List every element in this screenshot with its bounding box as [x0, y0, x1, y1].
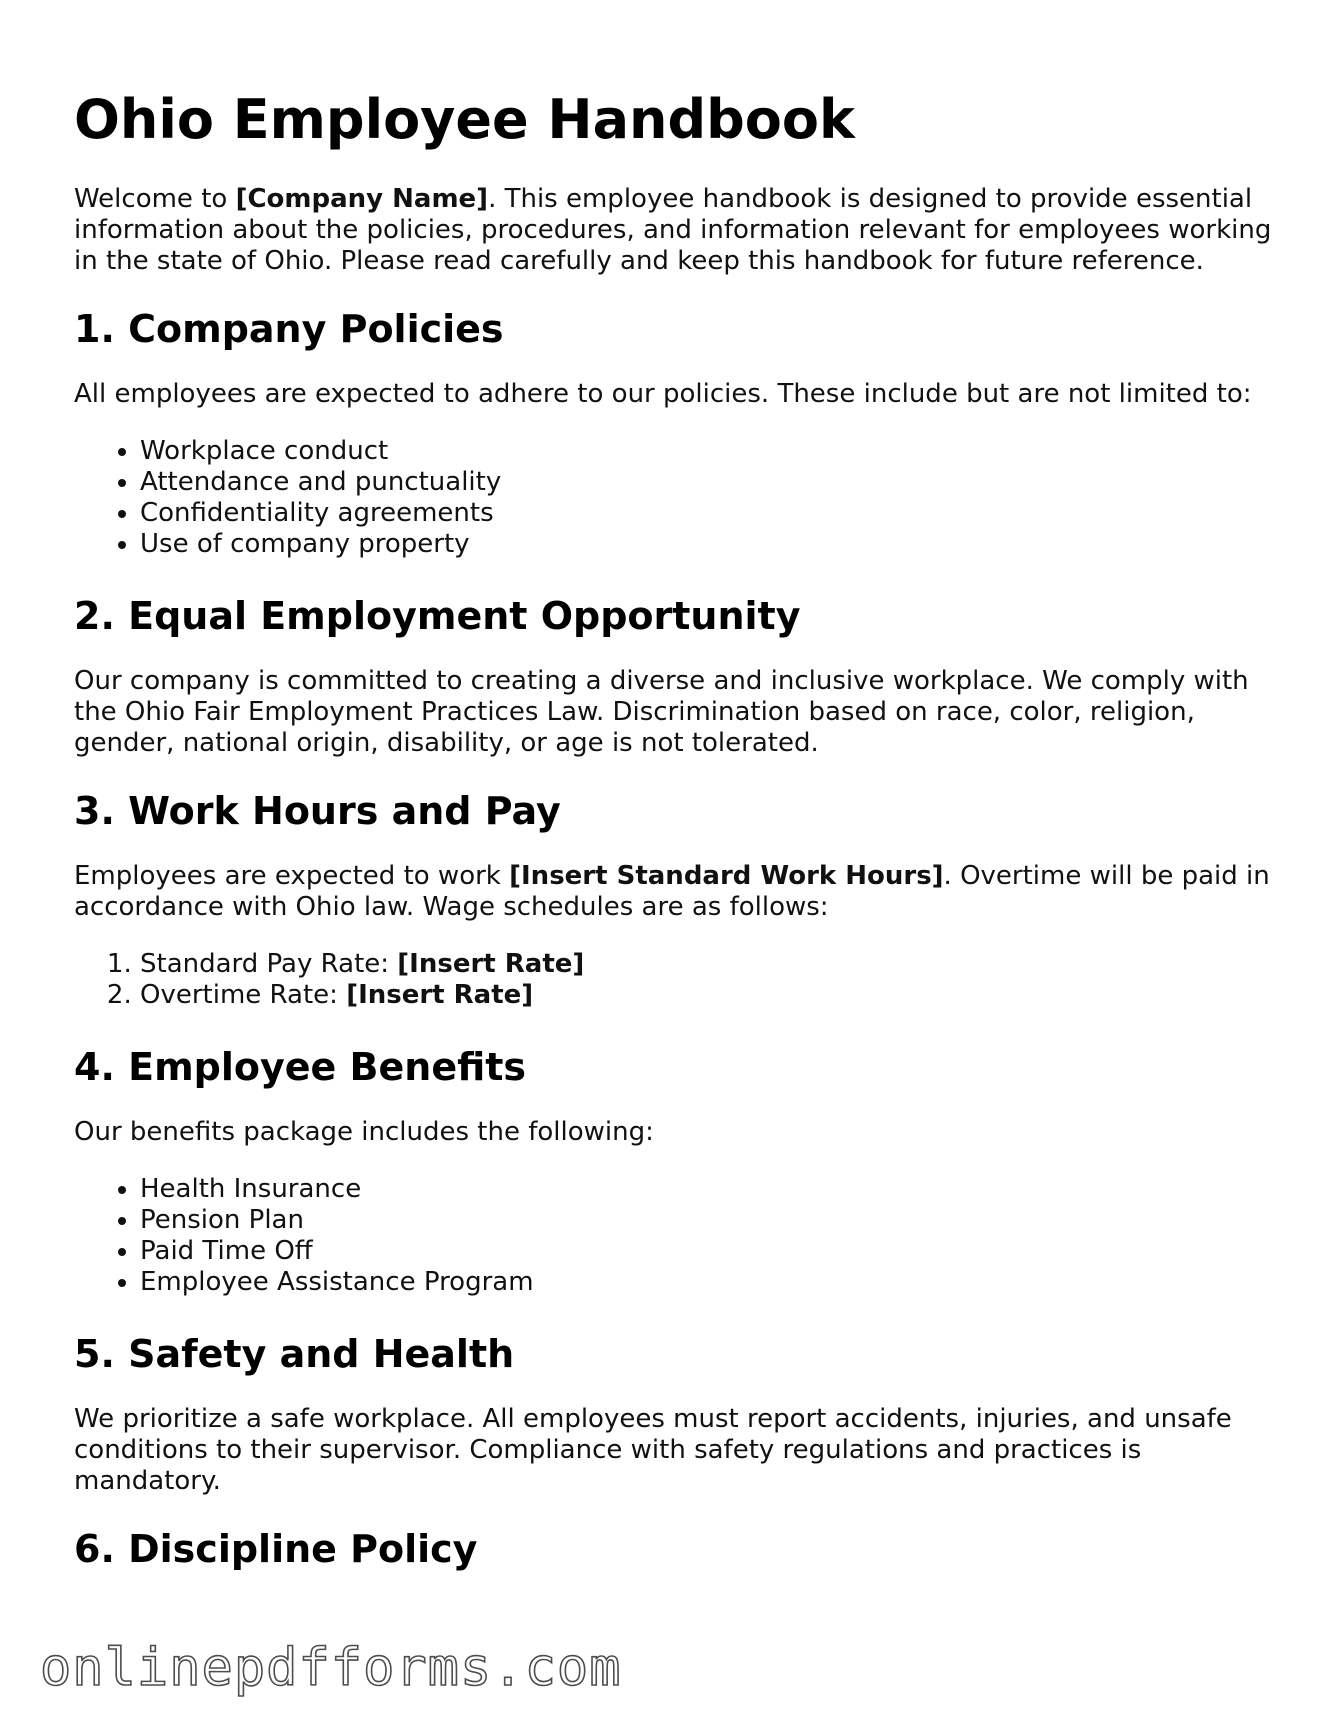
- intro-pre: Welcome to: [74, 184, 236, 214]
- section-discipline-policy: [74, 1527, 1274, 1571]
- wage-list: [74, 949, 1274, 1011]
- section-safety-health: [74, 1332, 1274, 1497]
- section-heading: 1. Company Policies: [74, 307, 504, 351]
- section-heading: 4. Employee Benefits: [74, 1045, 527, 1089]
- section-company-policies: [74, 307, 1274, 560]
- section-heading: 2. Equal Employment Opportunity: [74, 594, 801, 638]
- list-item: • Health Insurance: [140, 1174, 1274, 1205]
- list-item: • Employee Assistance Program: [140, 1267, 1274, 1298]
- list-item: [140, 980, 1274, 1011]
- document-page: [74, 90, 1274, 1599]
- section-heading: 5. Safety and Health: [74, 1332, 515, 1376]
- wage-label: Standard Pay Rate:: [140, 949, 398, 979]
- work-hours-placeholder: [Insert Standard Work Hours]: [509, 861, 944, 891]
- watermark: onlinepdfforms.com: [40, 1638, 622, 1698]
- section-text: [74, 861, 1274, 923]
- benefits-list: [74, 1174, 1274, 1298]
- intro-post: . This employee handbook is designed to provide essential information about the policies, procedures, and information relevant for employees working in the state of Ohio. Please read carefully and keep this handbook for future reference.: [74, 184, 1272, 276]
- work-hours-post: . Overtime will be paid in accordance with Ohio law. Wage schedules are as follows:: [74, 861, 1270, 922]
- section-text: We prioritize a safe workplace. All employees must report accidents, injuries, and unsafe conditions to their supervisor. Compliance with safety regulations and practices is mandatory.: [74, 1404, 1232, 1496]
- work-hours-pre: Employees are expected to work: [74, 861, 510, 891]
- section-heading: 6. Discipline Policy: [74, 1527, 478, 1571]
- intro-paragraph: [74, 184, 1274, 277]
- list-item: • Confidentiality agreements: [140, 498, 1274, 529]
- section-text: Our company is committed to creating a diverse and inclusive workplace. We comply with the Ohio Fair Employment Practices Law. Discrimination based on race, color, religion, gender, national origin, disability, or age is not tolerated.: [74, 666, 1249, 758]
- section-text: All employees are expected to adhere to our policies. These include but are not limited to:: [74, 379, 1252, 409]
- section-text: Our benefits package includes the following:: [74, 1117, 654, 1147]
- section-work-hours-pay: [74, 789, 1274, 1011]
- policy-list: [74, 436, 1274, 560]
- list-item: [140, 949, 1274, 980]
- wage-label: Overtime Rate:: [140, 980, 347, 1010]
- intro-company-name: [Company Name]: [235, 184, 489, 214]
- wage-value: [Insert Rate]: [397, 949, 585, 979]
- page-title: Ohio Employee Handbook: [74, 88, 855, 151]
- section-heading: 3. Work Hours and Pay: [74, 789, 561, 833]
- list-item: • Use of company property: [140, 529, 1274, 560]
- section-employee-benefits: [74, 1045, 1274, 1298]
- list-item: • Paid Time Off: [140, 1236, 1274, 1267]
- list-item: • Workplace conduct: [140, 436, 1274, 467]
- list-item: • Attendance and punctuality: [140, 467, 1274, 498]
- wage-value: [Insert Rate]: [346, 980, 534, 1010]
- list-item: • Pension Plan: [140, 1205, 1274, 1236]
- section-equal-employment: [74, 594, 1274, 759]
